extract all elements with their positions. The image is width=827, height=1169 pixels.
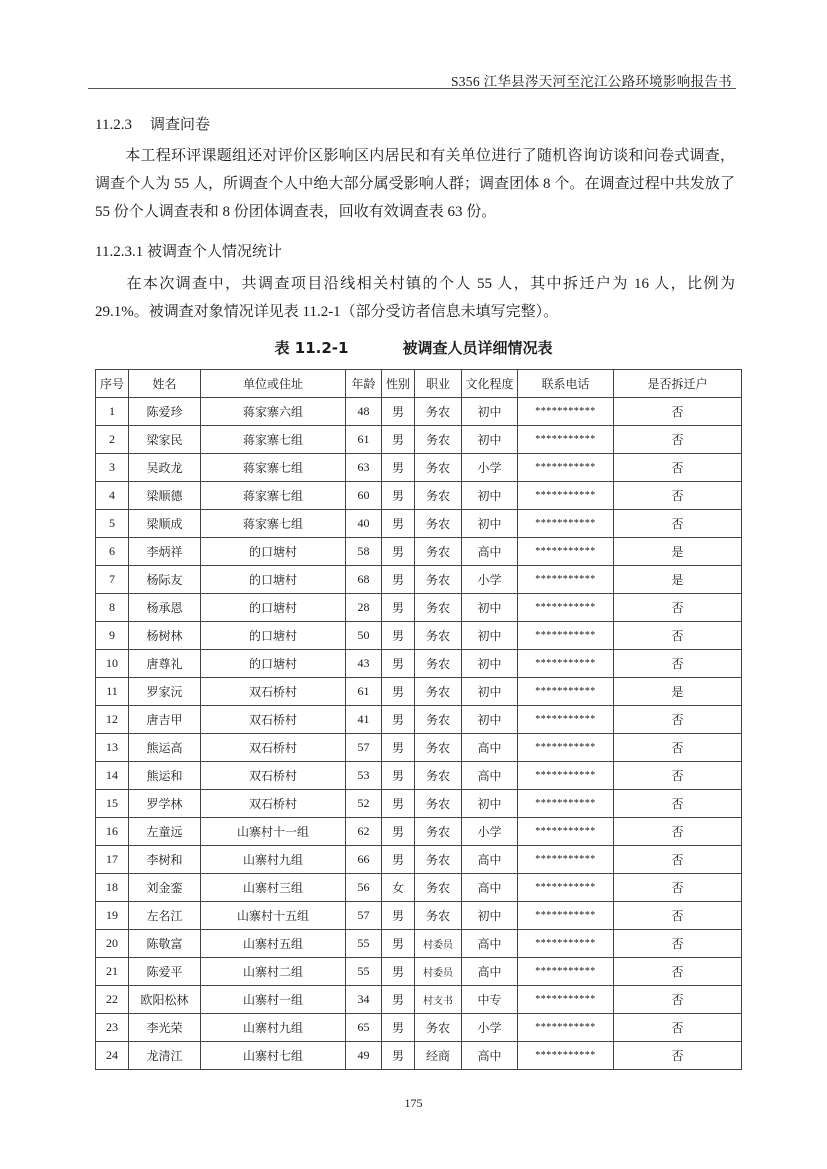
cell-gender: 男 <box>382 1042 415 1070</box>
cell-address: 的口塘村 <box>201 622 346 650</box>
cell-phone: *********** <box>518 1042 614 1070</box>
cell-gender: 男 <box>382 1014 415 1042</box>
cell-occupation: 务农 <box>415 846 462 874</box>
table-row <box>96 790 742 818</box>
cell-relocated: 否 <box>614 706 742 734</box>
cell-occupation: 务农 <box>415 622 462 650</box>
cell-education: 初中 <box>462 678 518 706</box>
cell-gender: 男 <box>382 538 415 566</box>
cell-address: 双石桥村 <box>201 790 346 818</box>
cell-relocated: 否 <box>614 398 742 426</box>
table-caption-number: 表 11.2-1 <box>274 339 349 357</box>
section-heading <box>95 113 210 134</box>
cell-education: 初中 <box>462 622 518 650</box>
table-caption-title: 被调查人员详细情况表 <box>402 339 553 357</box>
table-header-col-index: 序号 <box>96 370 129 398</box>
cell-age: 49 <box>346 1042 382 1070</box>
cell-address: 山寨村二组 <box>201 958 346 986</box>
cell-relocated: 是 <box>614 566 742 594</box>
cell-age: 55 <box>346 930 382 958</box>
cell-relocated: 否 <box>614 790 742 818</box>
header-divider <box>88 88 736 89</box>
cell-name: 杨承恩 <box>129 594 201 622</box>
cell-relocated: 否 <box>614 734 742 762</box>
cell-gender: 男 <box>382 930 415 958</box>
subsection-heading: 11.2.3.1 被调查个人情况统计 <box>95 244 282 260</box>
cell-phone: *********** <box>518 734 614 762</box>
cell-gender: 男 <box>382 566 415 594</box>
cell-address: 山寨村十一组 <box>201 818 346 846</box>
table-caption <box>0 337 827 358</box>
cell-index: 3 <box>96 454 129 482</box>
cell-phone: *********** <box>518 454 614 482</box>
section-number: 11.2.3 <box>95 117 132 133</box>
table-header-col-education: 文化程度 <box>462 370 518 398</box>
cell-phone: *********** <box>518 790 614 818</box>
table-row <box>96 958 742 986</box>
cell-occupation: 村支书 <box>415 986 462 1014</box>
cell-occupation: 村委员 <box>415 930 462 958</box>
cell-occupation: 务农 <box>415 482 462 510</box>
table-header-col-phone: 联系电话 <box>518 370 614 398</box>
cell-education: 初中 <box>462 482 518 510</box>
page-number: 175 <box>404 1096 423 1110</box>
cell-address: 双石桥村 <box>201 678 346 706</box>
cell-relocated: 否 <box>614 1042 742 1070</box>
cell-occupation: 务农 <box>415 678 462 706</box>
cell-gender: 男 <box>382 398 415 426</box>
section-paragraph <box>95 142 735 226</box>
table-header-col-address: 单位或住址 <box>201 370 346 398</box>
cell-index: 14 <box>96 762 129 790</box>
cell-name: 杨树林 <box>129 622 201 650</box>
table-row <box>96 454 742 482</box>
table-row <box>96 1042 742 1070</box>
cell-index: 10 <box>96 650 129 678</box>
cell-address: 蒋家寨七组 <box>201 510 346 538</box>
cell-gender: 男 <box>382 594 415 622</box>
cell-occupation: 务农 <box>415 566 462 594</box>
cell-index: 22 <box>96 986 129 1014</box>
cell-age: 40 <box>346 510 382 538</box>
cell-address: 蒋家寨七组 <box>201 482 346 510</box>
table-row <box>96 930 742 958</box>
cell-gender: 男 <box>382 622 415 650</box>
cell-address: 蒋家寨六组 <box>201 398 346 426</box>
cell-address: 的口塘村 <box>201 566 346 594</box>
cell-occupation: 村委员 <box>415 958 462 986</box>
cell-index: 18 <box>96 874 129 902</box>
table-header-col-occupation: 职业 <box>415 370 462 398</box>
cell-name: 熊运高 <box>129 734 201 762</box>
cell-occupation: 务农 <box>415 706 462 734</box>
table-row <box>96 510 742 538</box>
cell-address: 山寨村五组 <box>201 930 346 958</box>
table-row <box>96 986 742 1014</box>
table-row <box>96 426 742 454</box>
cell-education: 初中 <box>462 706 518 734</box>
cell-address: 双石桥村 <box>201 706 346 734</box>
cell-age: 66 <box>346 846 382 874</box>
table-row <box>96 1014 742 1042</box>
table-row <box>96 734 742 762</box>
cell-occupation: 务农 <box>415 734 462 762</box>
cell-education: 高中 <box>462 538 518 566</box>
cell-age: 62 <box>346 818 382 846</box>
cell-index: 17 <box>96 846 129 874</box>
cell-relocated: 否 <box>614 818 742 846</box>
cell-address: 双石桥村 <box>201 762 346 790</box>
table-row <box>96 762 742 790</box>
table-row <box>96 622 742 650</box>
table-row <box>96 482 742 510</box>
cell-age: 34 <box>346 986 382 1014</box>
cell-education: 高中 <box>462 958 518 986</box>
cell-phone: *********** <box>518 678 614 706</box>
cell-age: 58 <box>346 538 382 566</box>
cell-relocated: 否 <box>614 986 742 1014</box>
cell-index: 20 <box>96 930 129 958</box>
cell-index: 9 <box>96 622 129 650</box>
cell-education: 初中 <box>462 426 518 454</box>
cell-phone: *********** <box>518 958 614 986</box>
cell-name: 李炳祥 <box>129 538 201 566</box>
cell-education: 高中 <box>462 874 518 902</box>
cell-education: 初中 <box>462 398 518 426</box>
cell-relocated: 是 <box>614 538 742 566</box>
table-header-col-age: 年龄 <box>346 370 382 398</box>
table-row <box>96 846 742 874</box>
document-header-title: S356 江华县涔天河至沱江公路环境影响报告书 <box>450 74 732 89</box>
cell-name: 陈敬富 <box>129 930 201 958</box>
cell-relocated: 否 <box>614 482 742 510</box>
table-row <box>96 650 742 678</box>
cell-name: 唐吉甲 <box>129 706 201 734</box>
cell-education: 小学 <box>462 454 518 482</box>
cell-gender: 男 <box>382 650 415 678</box>
cell-age: 61 <box>346 678 382 706</box>
cell-gender: 男 <box>382 706 415 734</box>
cell-age: 43 <box>346 650 382 678</box>
cell-gender: 男 <box>382 482 415 510</box>
cell-phone: *********** <box>518 594 614 622</box>
subsection-paragraph-text: 在本次调查中，共调查项目沿线相关村镇的个人 55 人，其中拆迁户为 16 人，比例为 29.1%。被调查对象情况详见表 11.2-1（部分受访者信息未填写完整）。 <box>95 276 735 320</box>
cell-name: 罗家沅 <box>129 678 201 706</box>
cell-name: 杨际友 <box>129 566 201 594</box>
cell-name: 左童远 <box>129 818 201 846</box>
cell-gender: 男 <box>382 846 415 874</box>
cell-phone: *********** <box>518 874 614 902</box>
cell-phone: *********** <box>518 398 614 426</box>
cell-relocated: 否 <box>614 622 742 650</box>
cell-occupation: 务农 <box>415 454 462 482</box>
cell-education: 小学 <box>462 566 518 594</box>
cell-age: 57 <box>346 902 382 930</box>
cell-education: 初中 <box>462 790 518 818</box>
cell-index: 24 <box>96 1042 129 1070</box>
section-paragraph-text: 本工程环评课题组还对评价区影响区内居民和有关单位进行了随机咨询访谈和问卷式调查，调查个人为 55 人，所调查个人中绝大部分属受影响人群；调查团体 8 个。在调查过程中共发放了 55 份个人调查表和 8 份团体调查表，回收有效调查表 63 份。 <box>95 148 735 220</box>
cell-address: 的口塘村 <box>201 538 346 566</box>
cell-name: 梁顺德 <box>129 482 201 510</box>
cell-gender: 男 <box>382 678 415 706</box>
cell-index: 12 <box>96 706 129 734</box>
table-row <box>96 818 742 846</box>
cell-name: 李光荣 <box>129 1014 201 1042</box>
table-row <box>96 678 742 706</box>
table-header-col-relocated: 是否拆迁户 <box>614 370 742 398</box>
cell-education: 高中 <box>462 762 518 790</box>
cell-phone: *********** <box>518 538 614 566</box>
cell-index: 13 <box>96 734 129 762</box>
table-row <box>96 566 742 594</box>
cell-education: 高中 <box>462 930 518 958</box>
cell-relocated: 否 <box>614 874 742 902</box>
table-row <box>96 902 742 930</box>
cell-name: 陈爱平 <box>129 958 201 986</box>
section-title: 调查问卷 <box>149 117 210 133</box>
cell-education: 高中 <box>462 1042 518 1070</box>
cell-gender: 男 <box>382 986 415 1014</box>
cell-relocated: 否 <box>614 594 742 622</box>
cell-index: 15 <box>96 790 129 818</box>
cell-age: 52 <box>346 790 382 818</box>
cell-occupation: 务农 <box>415 874 462 902</box>
cell-occupation: 务农 <box>415 902 462 930</box>
cell-gender: 男 <box>382 818 415 846</box>
cell-address: 山寨村十五组 <box>201 902 346 930</box>
cell-address: 山寨村一组 <box>201 986 346 1014</box>
cell-index: 16 <box>96 818 129 846</box>
cell-address: 蒋家寨七组 <box>201 426 346 454</box>
cell-index: 4 <box>96 482 129 510</box>
cell-address: 双石桥村 <box>201 734 346 762</box>
cell-education: 高中 <box>462 734 518 762</box>
cell-relocated: 否 <box>614 1014 742 1042</box>
cell-name: 陈爱珍 <box>129 398 201 426</box>
cell-occupation: 务农 <box>415 398 462 426</box>
cell-phone: *********** <box>518 902 614 930</box>
cell-relocated: 否 <box>614 650 742 678</box>
cell-occupation: 务农 <box>415 510 462 538</box>
table-header-col-gender: 性别 <box>382 370 415 398</box>
cell-age: 63 <box>346 454 382 482</box>
cell-age: 50 <box>346 622 382 650</box>
cell-index: 7 <box>96 566 129 594</box>
cell-relocated: 否 <box>614 958 742 986</box>
cell-index: 19 <box>96 902 129 930</box>
cell-relocated: 否 <box>614 762 742 790</box>
cell-occupation: 务农 <box>415 790 462 818</box>
cell-name: 唐尊礼 <box>129 650 201 678</box>
cell-index: 8 <box>96 594 129 622</box>
cell-phone: *********** <box>518 1014 614 1042</box>
subsection-paragraph <box>95 270 735 326</box>
cell-address: 山寨村九组 <box>201 1014 346 1042</box>
cell-name: 熊运和 <box>129 762 201 790</box>
cell-education: 高中 <box>462 846 518 874</box>
cell-occupation: 务农 <box>415 1014 462 1042</box>
table-row <box>96 594 742 622</box>
cell-education: 初中 <box>462 650 518 678</box>
cell-age: 57 <box>346 734 382 762</box>
cell-gender: 男 <box>382 454 415 482</box>
cell-age: 68 <box>346 566 382 594</box>
table-row <box>96 398 742 426</box>
cell-index: 1 <box>96 398 129 426</box>
cell-education: 初中 <box>462 594 518 622</box>
cell-phone: *********** <box>518 846 614 874</box>
cell-education: 初中 <box>462 902 518 930</box>
cell-phone: *********** <box>518 650 614 678</box>
cell-relocated: 否 <box>614 930 742 958</box>
table-row <box>96 538 742 566</box>
cell-index: 11 <box>96 678 129 706</box>
table-header-col-name: 姓名 <box>129 370 201 398</box>
cell-education: 初中 <box>462 510 518 538</box>
cell-name: 刘金銮 <box>129 874 201 902</box>
cell-age: 65 <box>346 1014 382 1042</box>
cell-name: 李树和 <box>129 846 201 874</box>
cell-occupation: 经商 <box>415 1042 462 1070</box>
cell-age: 55 <box>346 958 382 986</box>
cell-age: 48 <box>346 398 382 426</box>
cell-gender: 男 <box>382 902 415 930</box>
cell-phone: *********** <box>518 482 614 510</box>
cell-age: 53 <box>346 762 382 790</box>
cell-relocated: 否 <box>614 846 742 874</box>
cell-age: 60 <box>346 482 382 510</box>
cell-relocated: 否 <box>614 426 742 454</box>
cell-gender: 男 <box>382 790 415 818</box>
cell-relocated: 是 <box>614 678 742 706</box>
cell-phone: *********** <box>518 566 614 594</box>
cell-name: 吴政龙 <box>129 454 201 482</box>
cell-index: 5 <box>96 510 129 538</box>
cell-address: 的口塘村 <box>201 650 346 678</box>
cell-gender: 男 <box>382 958 415 986</box>
cell-relocated: 否 <box>614 454 742 482</box>
cell-phone: *********** <box>518 706 614 734</box>
cell-phone: *********** <box>518 986 614 1014</box>
cell-age: 28 <box>346 594 382 622</box>
cell-name: 龙清江 <box>129 1042 201 1070</box>
table-row <box>96 874 742 902</box>
cell-index: 6 <box>96 538 129 566</box>
cell-address: 的口塘村 <box>201 594 346 622</box>
cell-phone: *********** <box>518 762 614 790</box>
cell-education: 中专 <box>462 986 518 1014</box>
cell-age: 56 <box>346 874 382 902</box>
cell-phone: *********** <box>518 818 614 846</box>
cell-gender: 男 <box>382 426 415 454</box>
cell-occupation: 务农 <box>415 594 462 622</box>
survey-table <box>95 369 742 1070</box>
cell-phone: *********** <box>518 622 614 650</box>
cell-phone: *********** <box>518 930 614 958</box>
cell-occupation: 务农 <box>415 650 462 678</box>
cell-education: 小学 <box>462 818 518 846</box>
cell-name: 梁顺成 <box>129 510 201 538</box>
cell-gender: 男 <box>382 762 415 790</box>
cell-gender: 男 <box>382 510 415 538</box>
cell-index: 2 <box>96 426 129 454</box>
cell-name: 梁家民 <box>129 426 201 454</box>
cell-occupation: 务农 <box>415 762 462 790</box>
cell-phone: *********** <box>518 510 614 538</box>
table-row <box>96 706 742 734</box>
cell-address: 山寨村七组 <box>201 1042 346 1070</box>
cell-address: 山寨村三组 <box>201 874 346 902</box>
cell-name: 罗学林 <box>129 790 201 818</box>
cell-name: 欧阳松林 <box>129 986 201 1014</box>
cell-occupation: 务农 <box>415 426 462 454</box>
cell-index: 21 <box>96 958 129 986</box>
cell-occupation: 务农 <box>415 538 462 566</box>
cell-address: 山寨村九组 <box>201 846 346 874</box>
cell-name: 左名江 <box>129 902 201 930</box>
cell-relocated: 否 <box>614 902 742 930</box>
cell-address: 蒋家寨七组 <box>201 454 346 482</box>
cell-phone: *********** <box>518 426 614 454</box>
cell-relocated: 否 <box>614 510 742 538</box>
cell-age: 41 <box>346 706 382 734</box>
cell-gender: 男 <box>382 734 415 762</box>
cell-index: 23 <box>96 1014 129 1042</box>
cell-gender: 女 <box>382 874 415 902</box>
cell-occupation: 务农 <box>415 818 462 846</box>
cell-education: 小学 <box>462 1014 518 1042</box>
cell-age: 61 <box>346 426 382 454</box>
table-header-row <box>96 370 742 398</box>
